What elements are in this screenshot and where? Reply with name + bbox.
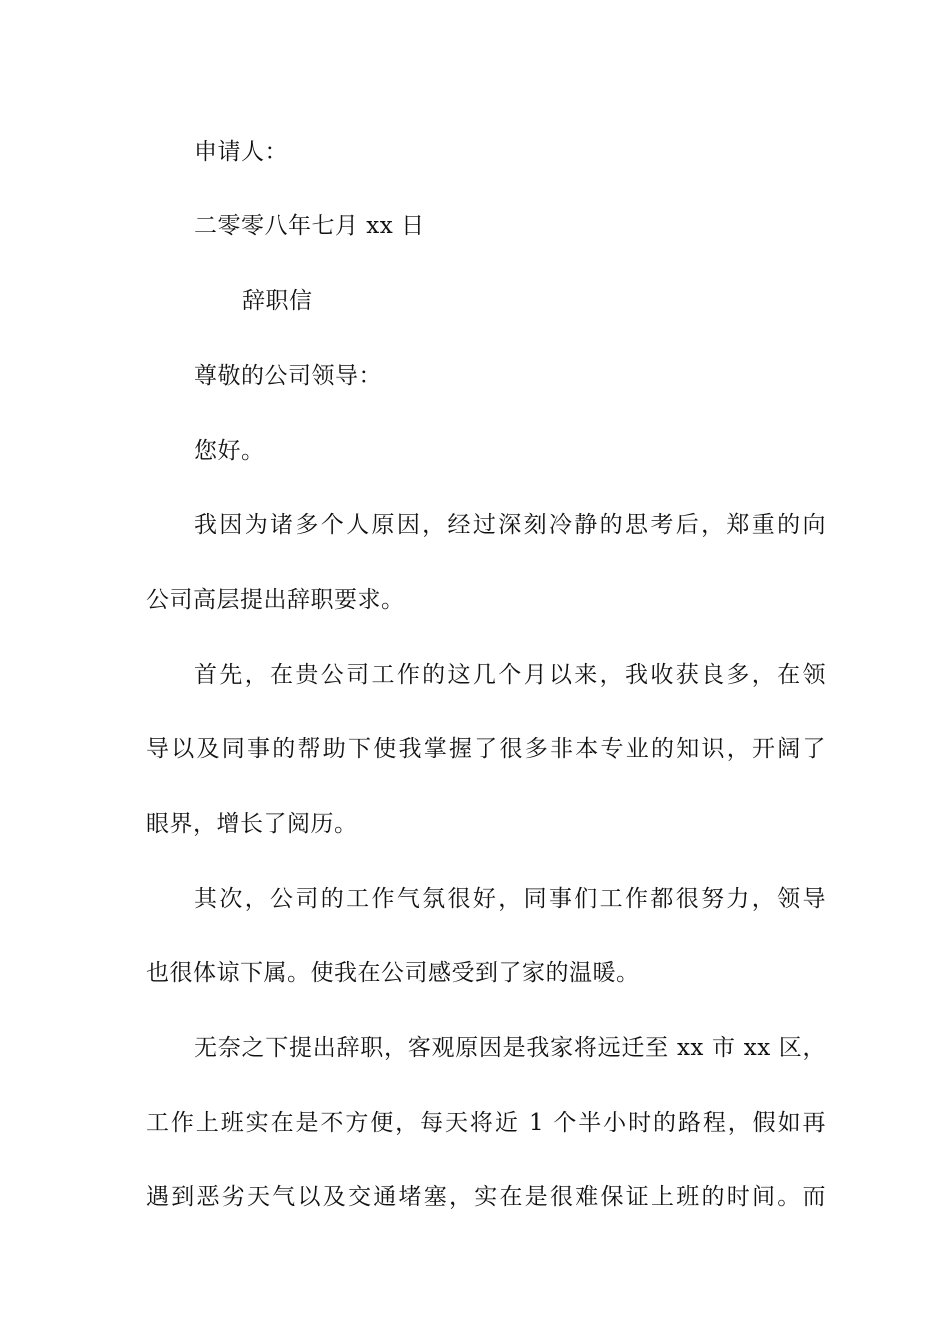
applicant-label: 申请人： [194,139,288,165]
paragraph-line: 我因为诸多个人原因，经过深刻冷静的思考后，郑重的向 [194,512,826,538]
paragraph-line: 眼界，增长了阅历。 [146,811,358,837]
greeting: 您好。 [194,438,265,464]
paragraph-line: 公司高层提出辞职要求。 [146,587,405,613]
paragraph-line: 工作上班实在是不方便，每天将近 1 个半小时的路程，假如再 [146,1110,826,1136]
paragraph-line: 也很体谅下属。使我在公司感受到了家的温暖。 [146,960,640,986]
letter-date: 二零零八年七月 xx 日 [194,213,425,239]
salutation: 尊敬的公司领导： [194,363,382,389]
paragraph-line: 导以及同事的帮助下使我掌握了很多非本专业的知识，开阔了 [146,736,826,762]
paragraph-line: 无奈之下提出辞职，客观原因是我家将远迁至 xx 市 xx 区， [194,1035,826,1061]
paragraph-line: 其次，公司的工作气氛很好，同事们工作都很努力，领导 [194,886,826,912]
paragraph-line: 遇到恶劣天气以及交通堵塞，实在是很难保证上班的时间。而 [146,1184,826,1210]
paragraph-line: 首先，在贵公司工作的这几个月以来，我收获良多，在领 [194,662,826,688]
letter-title: 辞职信 [242,288,313,314]
